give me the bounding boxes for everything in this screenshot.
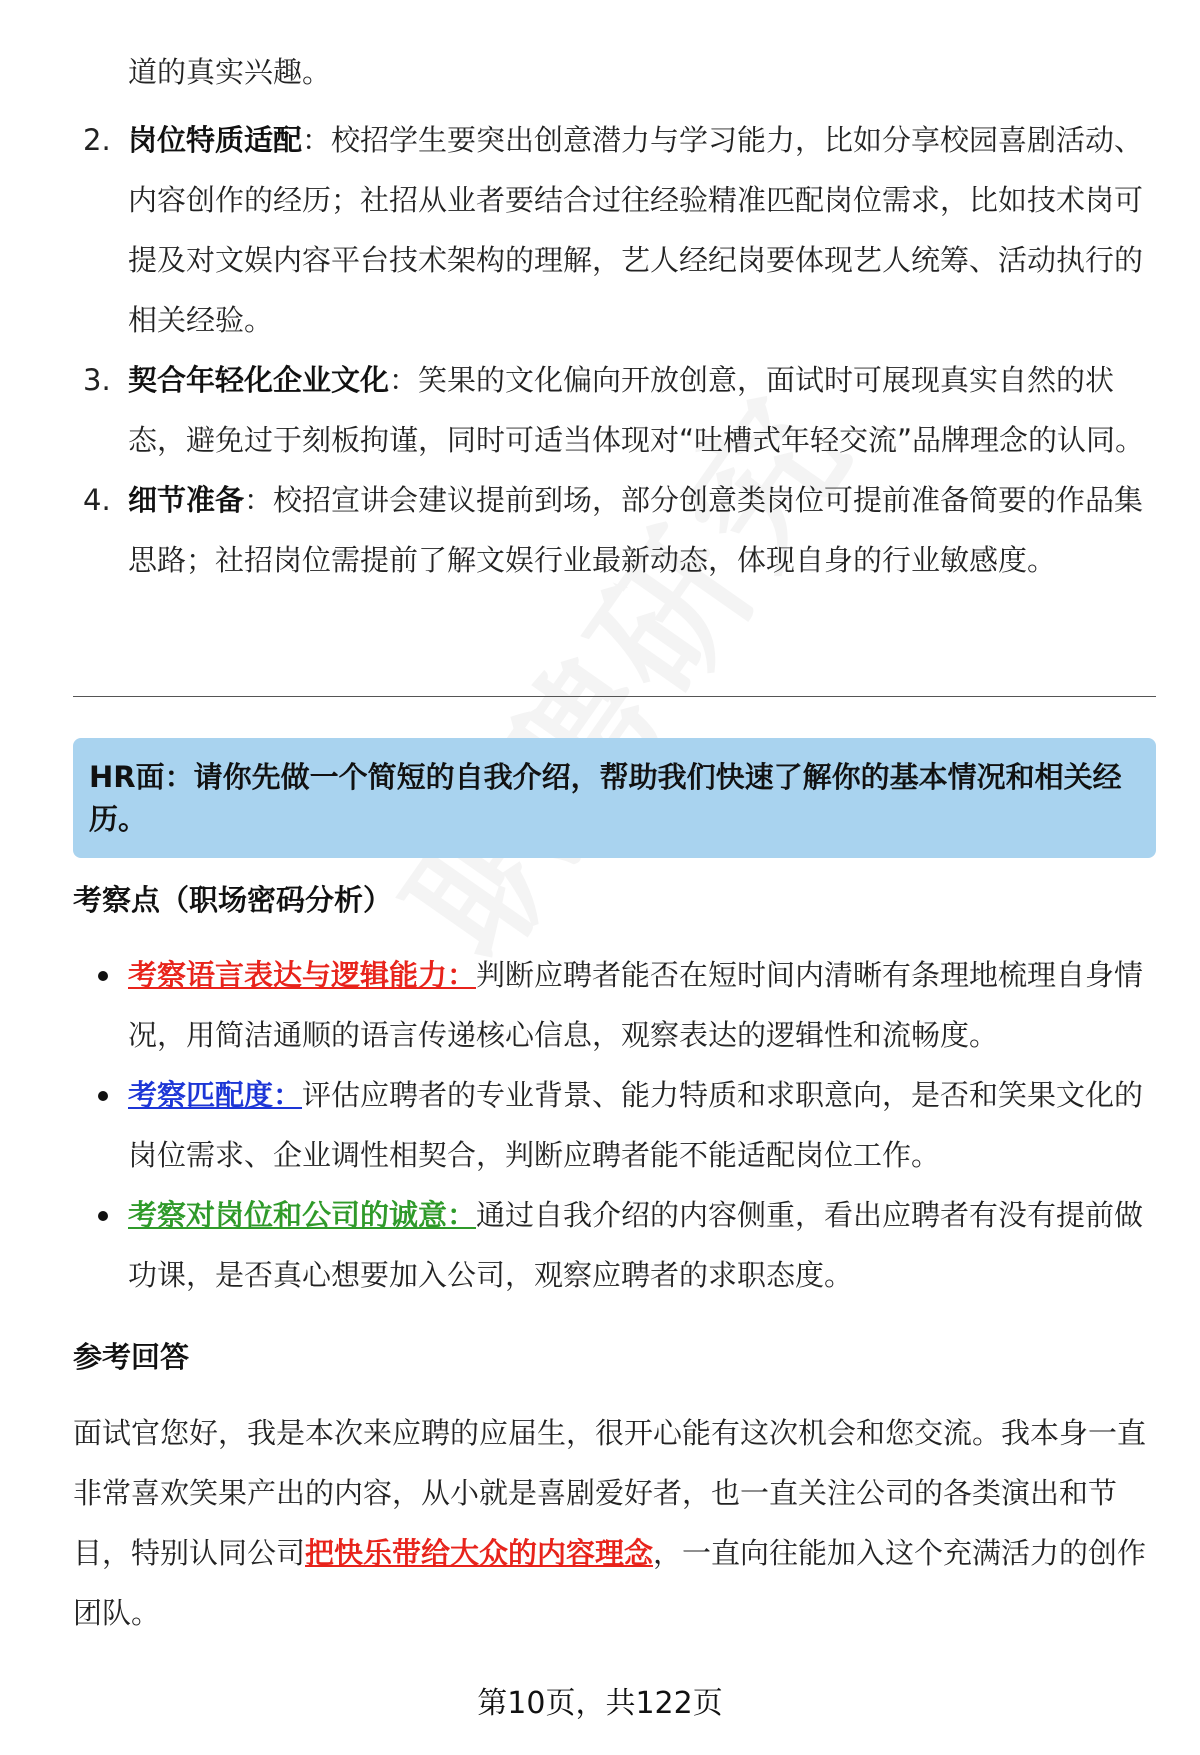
bullet-icon: [98, 1091, 108, 1101]
tips-list: [73, 110, 1156, 590]
tip-sep: ：: [302, 123, 332, 157]
assessment-point: [73, 1185, 1156, 1305]
assessment-point: [73, 945, 1156, 1065]
tip-title: 细节准备: [128, 483, 245, 517]
answer-heading: 参考回答: [73, 1340, 190, 1374]
section-divider: [73, 696, 1156, 697]
intro-continuation: 道的真实兴趣。: [128, 55, 332, 89]
point-label: 考察匹配度：: [128, 1078, 303, 1112]
tip-item: [73, 350, 1156, 470]
answer-text-after: ，一直向往能加入这个充满活力的创作团队。: [73, 1536, 1147, 1630]
bullet-icon: [98, 1211, 108, 1221]
assessment-points-list: [73, 945, 1156, 1305]
tip-number: 2.: [83, 123, 111, 157]
tip-item: [73, 470, 1156, 590]
tip-number: 4.: [83, 483, 111, 517]
point-text: 判断应聘者能否在短时间内清晰有条理地梳理自身情况，用简洁通顺的语言传递核心信息，观察表达的逻辑性和流畅度。: [128, 958, 1144, 1052]
tip-sep: ：: [389, 363, 419, 397]
assessment-point: [73, 1065, 1156, 1185]
interview-question-box: [73, 738, 1156, 858]
reference-answer: [73, 1403, 1156, 1643]
tip-number: 3.: [83, 363, 111, 397]
tip-text: 校招宣讲会建议提前到场，部分创意类岗位可提前准备简要的作品集思路；社招岗位需提前了解文娱行业最新动态，体现自身的行业敏感度。: [128, 483, 1144, 577]
interview-question: HR面：请你先做一个简短的自我介绍，帮助我们快速了解你的基本情况和相关经历。: [89, 760, 1122, 836]
tip-title: 岗位特质适配: [128, 123, 303, 157]
answer-highlight: 把快乐带给大众的内容理念: [305, 1536, 654, 1570]
point-label: 考察对岗位和公司的诚意：: [128, 1198, 477, 1232]
point-text: 评估应聘者的专业背景、能力特质和求职意向，是否和笑果文化的岗位需求、企业调性相契合，判断应聘者能不能适配岗位工作。: [128, 1078, 1144, 1172]
page-number-footer: 第10页，共122页: [477, 1686, 723, 1721]
tip-text: 校招学生要突出创意潜力与学习能力，比如分享校园喜剧活动、内容创作的经历；社招从业者要结合过往经验精准匹配岗位需求，比如技术岗可提及对文娱内容平台技术架构的理解，艺人经纪岗要体现艺人统筹、活动执行的相关经验。: [128, 123, 1144, 337]
tip-sep: ：: [244, 483, 274, 517]
tip-title: 契合年轻化企业文化: [128, 363, 390, 397]
bullet-icon: [98, 971, 108, 981]
tip-item: [73, 110, 1156, 350]
tip-text: 笑果的文化偏向开放创意，面试时可展现真实自然的状态，避免过于刻板拘谨，同时可适当体现对“吐槽式年轻交流”品牌理念的认同。: [128, 363, 1145, 457]
point-text: 通过自我介绍的内容侧重，看出应聘者有没有提前做功课，是否真心想要加入公司，观察应聘者的求职态度。: [128, 1198, 1144, 1292]
answer-text-before: 面试官您好，我是本次来应聘的应届生，很开心能有这次机会和您交流。我本身一直非常喜欢笑果产出的内容，从小就是喜剧爱好者，也一直关注公司的各类演出和节目，特别认同公司: [73, 1416, 1147, 1570]
point-label: 考察语言表达与逻辑能力：: [128, 958, 477, 992]
points-heading: 考察点（职场密码分析）: [73, 883, 393, 917]
